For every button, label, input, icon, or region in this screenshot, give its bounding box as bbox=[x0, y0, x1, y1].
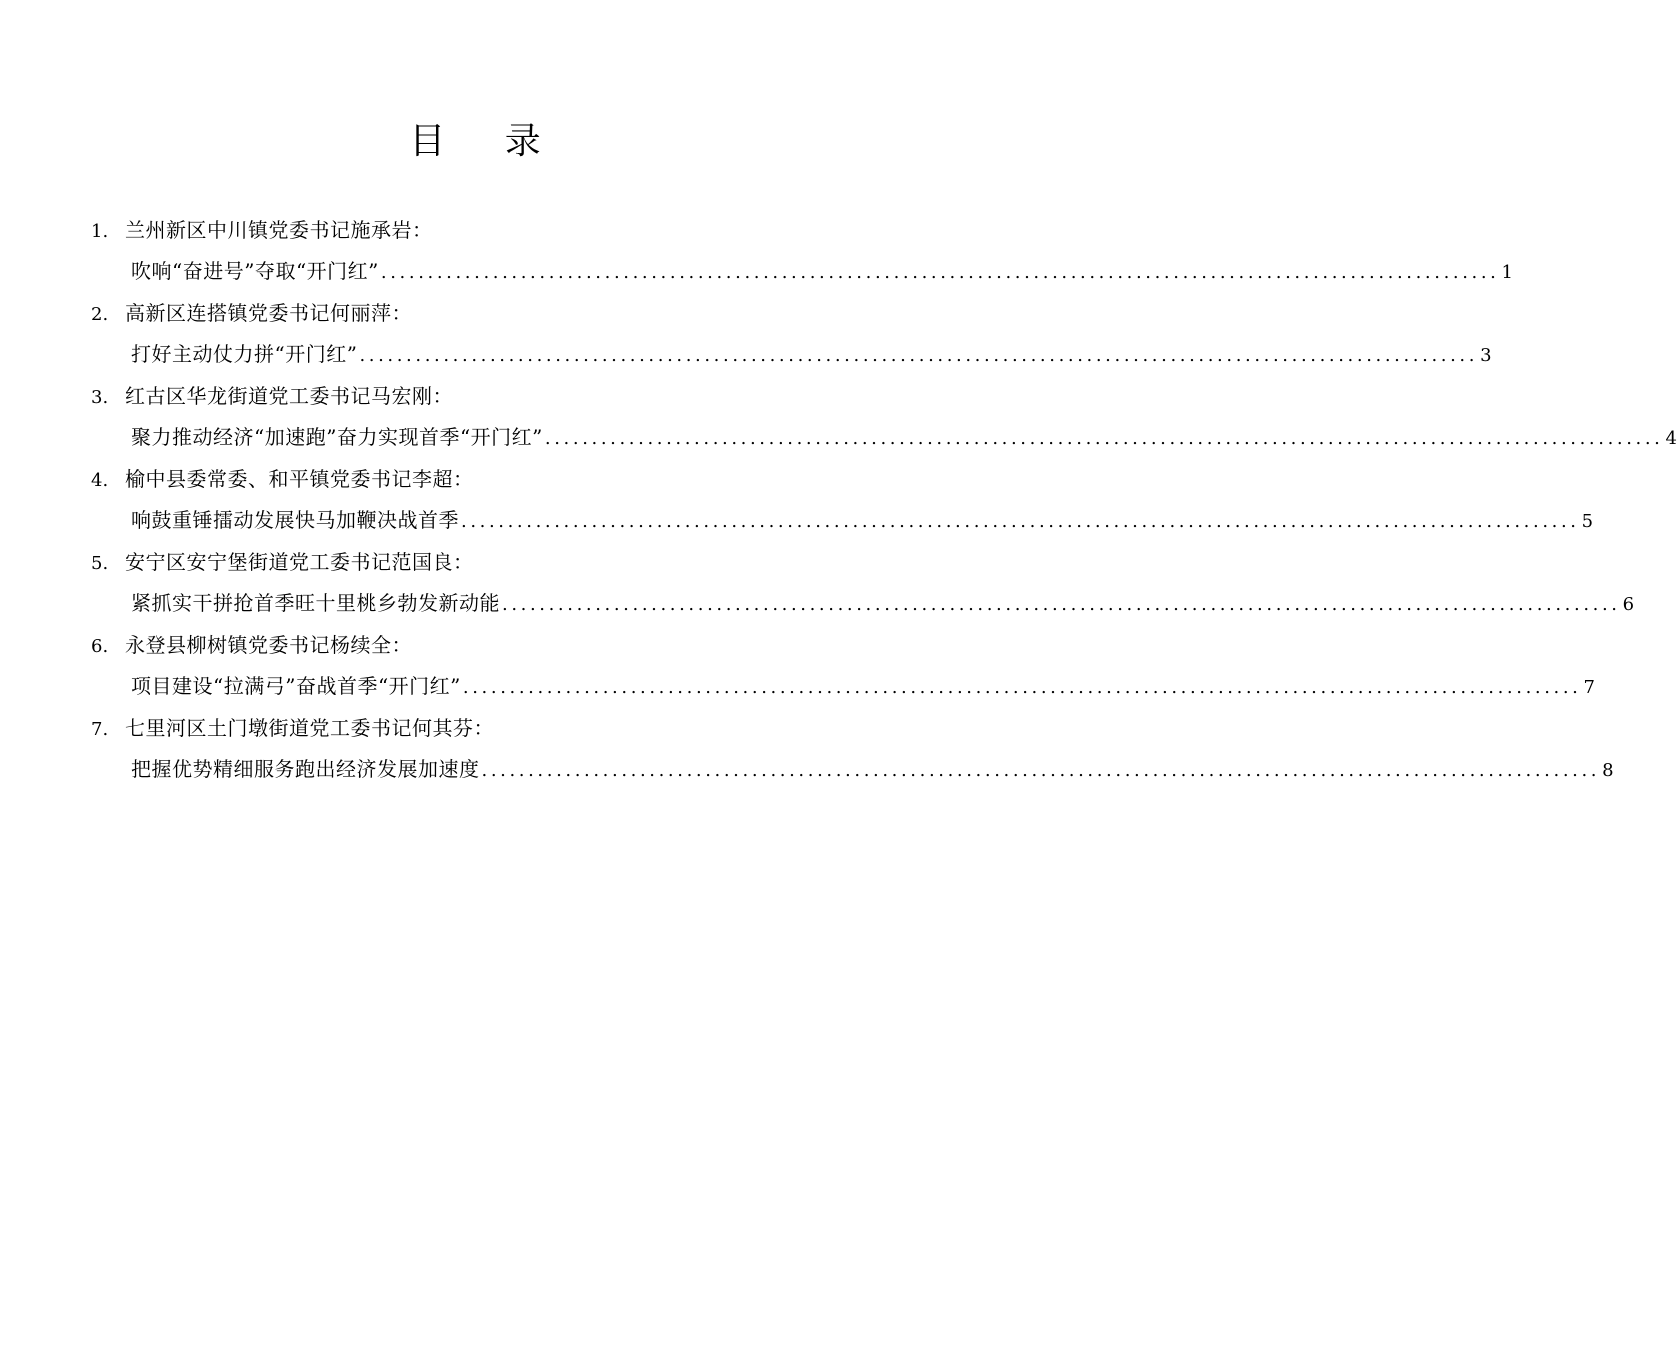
toc-entry-line[interactable] bbox=[91, 581, 1635, 626]
toc-entry-page-number[interactable]: 5 bbox=[1581, 511, 1594, 532]
toc-entry-page-number[interactable]: 6 bbox=[1622, 594, 1635, 615]
toc-entry-subtitle[interactable]: 项目建设“拉满弓”奋战首季“开门红” bbox=[131, 674, 461, 698]
toc-entry-author: 七里河区土门墩街道党工委书记何其芬： bbox=[125, 716, 494, 740]
toc-leader-dots: ........................................................................................................................ bbox=[544, 428, 1664, 449]
toc-entry[interactable] bbox=[91, 294, 1492, 377]
toc-leader-dots: ........................................................................................................................ bbox=[502, 594, 1621, 615]
toc-entry-line[interactable] bbox=[91, 332, 1492, 377]
toc-entry-heading bbox=[91, 377, 866, 415]
toc-entry-heading bbox=[91, 543, 866, 581]
toc-entry-author: 安宁区安宁堡街道党工委书记范国良： bbox=[125, 550, 474, 574]
toc-entry[interactable] bbox=[91, 460, 1594, 543]
toc-entry-line[interactable] bbox=[91, 415, 1677, 460]
toc-entry-author: 红古区华龙街道党工委书记马宏刚： bbox=[125, 384, 453, 408]
toc-entry-line[interactable] bbox=[91, 664, 1595, 709]
toc-leader-dots: ........................................................................................................................ bbox=[462, 677, 1582, 698]
toc-entry-heading bbox=[91, 709, 866, 747]
toc-entry-number: 5. bbox=[91, 553, 109, 574]
toc-entry[interactable] bbox=[91, 377, 1677, 460]
toc-entry[interactable] bbox=[91, 211, 1513, 294]
toc-entry-subtitle[interactable]: 把握优势精细服务跑出经济发展加速度 bbox=[131, 757, 480, 781]
toc-entry-number: 7. bbox=[91, 719, 109, 740]
toc-entry-author: 高新区连搭镇党委书记何丽萍： bbox=[125, 301, 412, 325]
toc-entry-line[interactable] bbox=[91, 747, 1614, 792]
toc-entry-line[interactable] bbox=[91, 498, 1594, 543]
toc-entry-number: 1. bbox=[91, 221, 109, 242]
toc-entry-number: 6. bbox=[91, 636, 109, 657]
toc-entry-page-number[interactable]: 8 bbox=[1602, 760, 1614, 781]
toc-entry-subtitle[interactable]: 吹响“奋进号”夺取“开门红” bbox=[131, 259, 379, 283]
toc-entry[interactable] bbox=[91, 543, 1635, 626]
toc-entry-heading bbox=[91, 211, 866, 249]
toc-entry-author: 榆中县委常委、和平镇党委书记李超： bbox=[125, 467, 474, 491]
page-title: 目 录 bbox=[409, 121, 565, 162]
toc-entry-number: 2. bbox=[91, 304, 109, 325]
toc-entry[interactable] bbox=[91, 626, 1595, 709]
toc-entry-subtitle[interactable]: 紧抓实干拼抢首季旺十里桃乡勃发新动能 bbox=[131, 591, 500, 615]
toc-entry-author: 永登县柳树镇党委书记杨续全： bbox=[125, 633, 412, 657]
toc-entry-line[interactable] bbox=[91, 249, 1513, 294]
toc-entry-page-number[interactable]: 4 bbox=[1665, 428, 1677, 449]
toc-entry-number: 4. bbox=[91, 470, 109, 491]
toc-entry-subtitle[interactable]: 聚力推动经济“加速跑”奋力实现首季“开门红” bbox=[131, 425, 543, 449]
toc-entry-heading bbox=[91, 626, 866, 664]
toc-entry-page-number[interactable]: 7 bbox=[1583, 677, 1595, 698]
toc-entry-subtitle[interactable]: 响鼓重锤擂动发展快马加鞭决战首季 bbox=[131, 508, 459, 532]
toc-leader-dots: ........................................................................................................................ bbox=[461, 511, 1580, 532]
toc-entry-page-number[interactable]: 3 bbox=[1480, 345, 1492, 366]
toc-leader-dots: ........................................................................................................................ bbox=[481, 760, 1601, 781]
toc-entry-subtitle[interactable]: 打好主动仗力拼“开门红” bbox=[131, 342, 358, 366]
toc-leader-dots: ........................................................................................................................ bbox=[359, 345, 1479, 366]
toc-entry-heading bbox=[91, 294, 866, 332]
toc-entry-heading bbox=[91, 460, 866, 498]
toc-entry-page-number[interactable]: 1 bbox=[1501, 262, 1513, 283]
toc-leader-dots: ........................................................................................................................ bbox=[380, 262, 1500, 283]
toc-entry-author: 兰州新区中川镇党委书记施承岩： bbox=[125, 218, 433, 242]
toc-entry[interactable] bbox=[91, 709, 1614, 792]
toc-entry-number: 3. bbox=[91, 387, 109, 408]
table-of-contents bbox=[91, 211, 1677, 792]
